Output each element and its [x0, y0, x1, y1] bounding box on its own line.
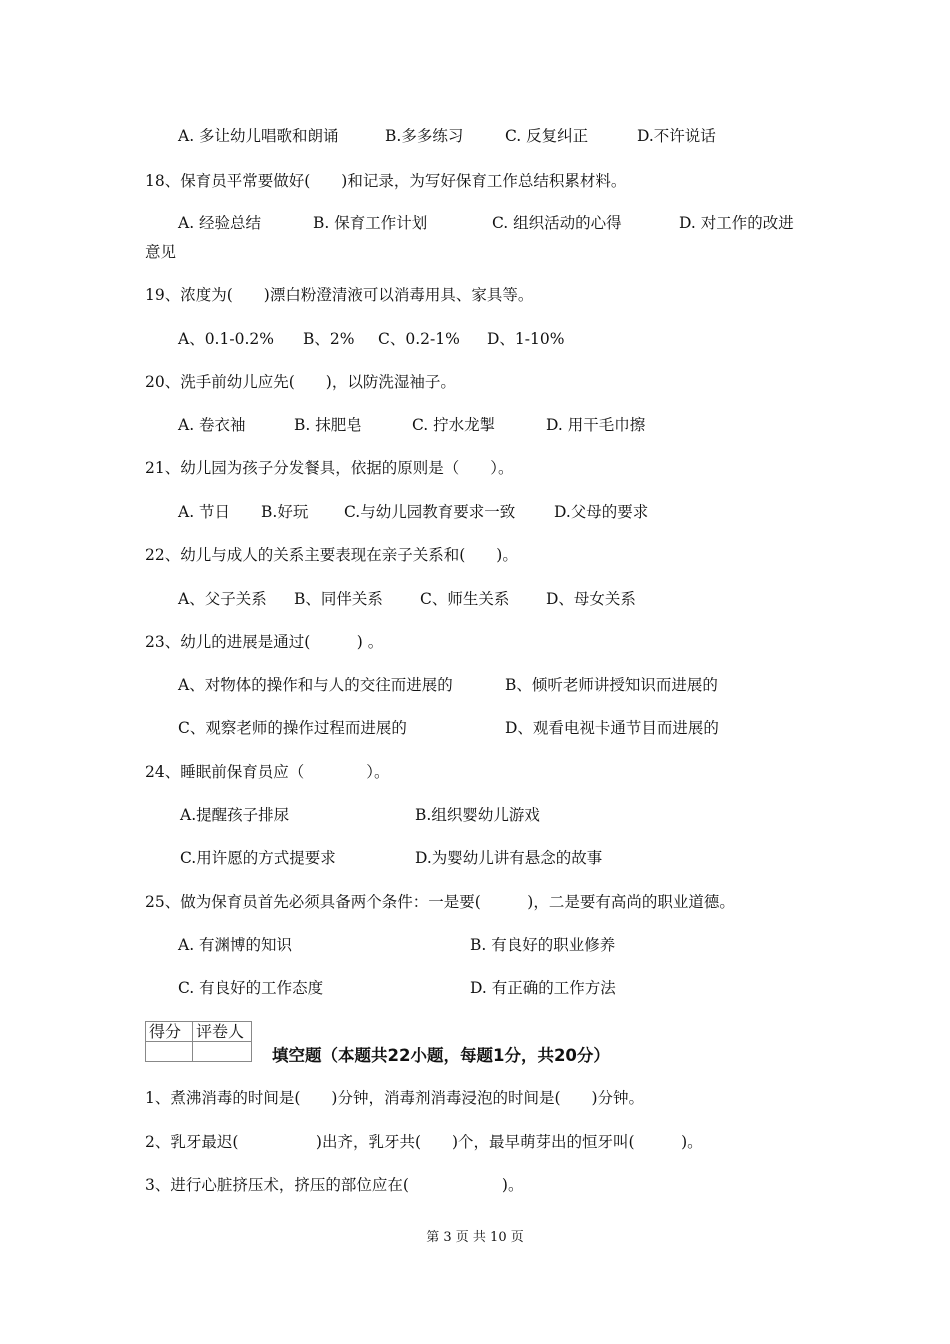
fill-question-3: 3、进行心脏挤压术，挤压的部位应在( )。: [145, 1176, 524, 1194]
q24-option-a: A.提醒孩子排尿: [180, 806, 290, 824]
q18-option-d-continued: 意见: [145, 243, 177, 261]
grader-cell[interactable]: [193, 1042, 252, 1062]
question-25: 25、做为保育员首先必须具备两个条件：一是要( )，二是要有高尚的职业道德。: [145, 893, 735, 911]
q24-option-c: C.用许愿的方式提要求: [180, 849, 336, 867]
q17-option-d: D.不许说话: [637, 127, 716, 145]
fill-question-2: 2、乳牙最迟( )出齐，乳牙共( )个，最早萌芽出的恒牙叫( )。: [145, 1133, 703, 1151]
q19-option-a: A、0.1-0.2%: [178, 330, 274, 348]
question-18: 18、保育员平常要做好( )和记录，为写好保育工作总结积累材料。: [145, 172, 627, 190]
q20-option-d: D. 用干毛巾擦: [546, 416, 646, 434]
q20-option-b: B. 抹肥皂: [294, 416, 362, 434]
q17-option-b: B.多多练习: [385, 127, 464, 145]
q21-option-a: A. 节日: [178, 503, 231, 521]
score-label: 得分: [146, 1022, 193, 1042]
page-number: 第 3 页 共 10 页: [426, 1230, 524, 1245]
q20-option-a: A. 卷衣袖: [178, 416, 246, 434]
question-22: 22、幼儿与成人的关系主要表现在亲子关系和( )。: [145, 546, 518, 564]
q18-option-b: B. 保育工作计划: [313, 214, 428, 232]
question-23: 23、幼儿的进展是通过( ) 。: [145, 633, 384, 651]
grader-label: 评卷人: [193, 1022, 252, 1042]
q18-option-c: C. 组织活动的心得: [492, 214, 622, 232]
q22-option-d: D、母女关系: [546, 590, 636, 608]
q25-option-d: D. 有正确的工作方法: [470, 979, 616, 997]
q22-option-c: C、师生关系: [420, 590, 510, 608]
q23-option-b: B、倾听老师讲授知识而进展的: [505, 676, 718, 694]
q17-option-c: C. 反复纠正: [505, 127, 589, 145]
q21-option-d: D.父母的要求: [554, 503, 649, 521]
q25-option-a: A. 有渊博的知识: [178, 936, 293, 954]
q18-option-d: D. 对工作的改进: [679, 214, 794, 232]
q18-option-a: A. 经验总结: [178, 214, 262, 232]
q22-option-a: A、父子关系: [178, 590, 267, 608]
q23-option-c: C、观察老师的操作过程而进展的: [178, 719, 407, 737]
q21-option-b: B.好玩: [261, 503, 309, 521]
q23-option-d: D、观看电视卡通节目而进展的: [505, 719, 719, 737]
section-title: 填空题（本题共22小题，每题1分，共20分）: [272, 1046, 610, 1065]
fill-question-1: 1、煮沸消毒的时间是( )分钟，消毒剂消毒浸泡的时间是( )分钟。: [145, 1089, 645, 1107]
q24-option-b: B.组织婴幼儿游戏: [415, 806, 540, 824]
q25-option-c: C. 有良好的工作态度: [178, 979, 324, 997]
score-cell[interactable]: [146, 1042, 193, 1062]
q25-option-b: B. 有良好的职业修养: [470, 936, 616, 954]
score-table: [145, 1021, 252, 1062]
q21-option-c: C.与幼儿园教育要求一致: [344, 503, 516, 521]
q20-option-c: C. 拧水龙掣: [412, 416, 496, 434]
q19-option-d: D、1-10%: [487, 330, 565, 348]
question-24: 24、睡眠前保育员应（ ）。: [145, 763, 390, 781]
q23-option-a: A、对物体的操作和与人的交往而进展的: [178, 676, 453, 694]
question-21: 21、幼儿园为孩子分发餐具，依据的原则是（ ）。: [145, 459, 514, 477]
q24-option-d: D.为婴幼儿讲有悬念的故事: [415, 849, 603, 867]
question-19: 19、浓度为( )漂白粉澄清液可以消毒用具、家具等。: [145, 286, 534, 304]
q19-option-b: B、2%: [303, 330, 355, 348]
q22-option-b: B、同伴关系: [294, 590, 383, 608]
question-20: 20、洗手前幼儿应先( )，以防洗湿袖子。: [145, 373, 456, 391]
q17-option-a: A. 多让幼儿唱歌和朗诵: [178, 127, 339, 145]
q19-option-c: C、0.2-1%: [378, 330, 460, 348]
